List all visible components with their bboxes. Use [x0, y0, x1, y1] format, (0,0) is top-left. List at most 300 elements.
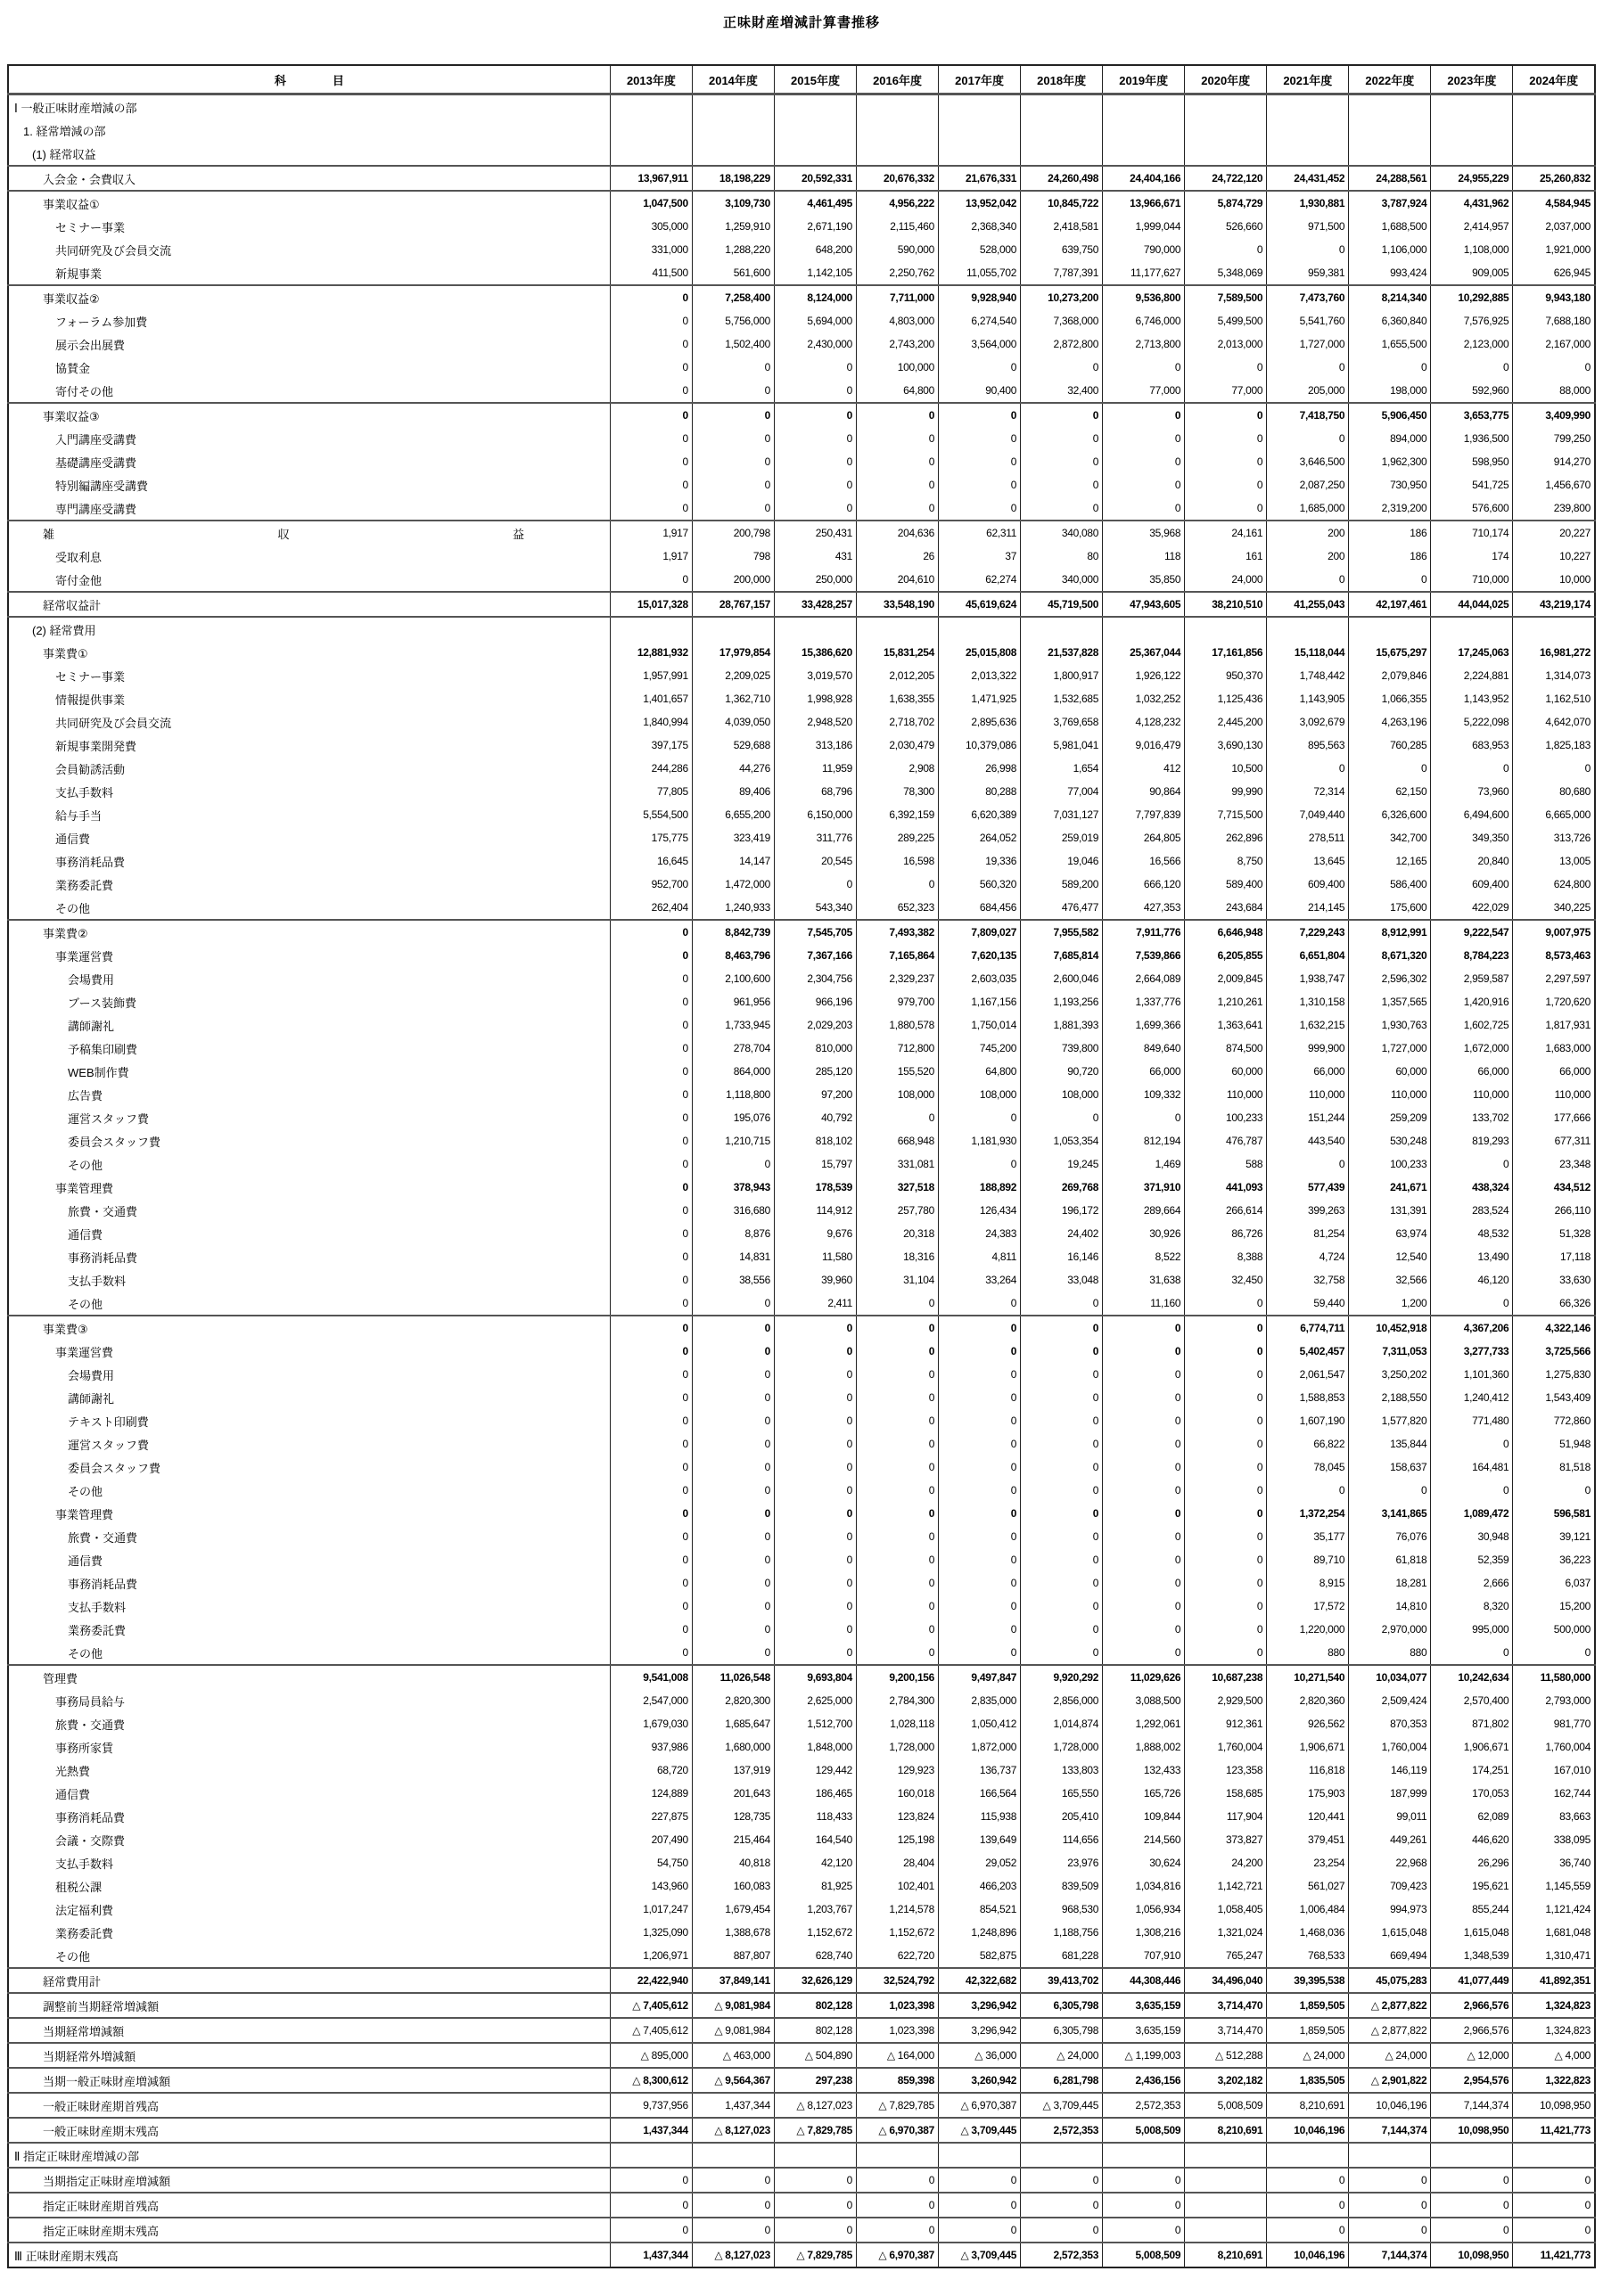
- row-label: 事務消耗品費: [8, 1245, 610, 1268]
- cell-value: 17,572: [1267, 1595, 1349, 1618]
- cell-value: 200,000: [692, 568, 774, 592]
- cell-value: 7,144,374: [1349, 2118, 1431, 2143]
- cell-value: 80,680: [1513, 780, 1595, 803]
- cell-value: 0: [610, 1363, 692, 1386]
- cell-value: △ 36,000: [939, 2043, 1021, 2068]
- cell-value: 0: [692, 356, 774, 379]
- cell-value: 1,472,000: [692, 873, 774, 896]
- cell-value: 666,120: [1103, 873, 1185, 896]
- row-label: (2) 経常費用: [8, 617, 610, 641]
- cell-value: 1,760,004: [1349, 1735, 1431, 1759]
- cell-value: 6,326,600: [1349, 803, 1431, 826]
- cell-value: 3,202,182: [1185, 2068, 1267, 2093]
- cell-value: 760,285: [1349, 734, 1431, 757]
- cell-value: [1185, 2193, 1267, 2218]
- row-label: 光熱費: [8, 1759, 610, 1782]
- cell-value: [1513, 142, 1595, 166]
- cell-value: [939, 2143, 1021, 2168]
- cell-value: 1,321,024: [1185, 1921, 1267, 1944]
- cell-value: 0: [692, 450, 774, 473]
- cell-value: 9,007,975: [1513, 920, 1595, 944]
- cell-value: 1,308,216: [1103, 1921, 1185, 1944]
- year-header: 2014年度: [692, 65, 774, 94]
- cell-value: 6,620,389: [939, 803, 1021, 826]
- row-label: 調整前当期経常増減額: [8, 1993, 610, 2018]
- cell-value: 3,409,990: [1513, 403, 1595, 427]
- cell-value: 13,952,042: [939, 191, 1021, 215]
- cell-value: 198,000: [1349, 379, 1431, 403]
- cell-value: 24,955,229: [1431, 166, 1513, 191]
- cell-value: 4,461,495: [774, 191, 856, 215]
- cell-value: 0: [939, 1525, 1021, 1548]
- cell-value: 2,319,200: [1349, 496, 1431, 521]
- row-label: 事業費①: [8, 641, 610, 664]
- cell-value: 6,281,798: [1021, 2068, 1103, 2093]
- cell-value: 0: [774, 1456, 856, 1479]
- table-row: [8, 166, 1595, 191]
- cell-value: [1021, 119, 1103, 142]
- table-row: [8, 1199, 1595, 1222]
- cell-value: 0: [774, 873, 856, 896]
- cell-value: 21,676,331: [939, 166, 1021, 191]
- cell-value: 59,440: [1267, 1292, 1349, 1316]
- cell-value: 0: [1021, 1618, 1103, 1641]
- cell-value: 0: [692, 2168, 774, 2193]
- cell-value: 10,500: [1185, 757, 1267, 780]
- cell-value: 0: [1021, 1292, 1103, 1316]
- cell-value: 0: [692, 1432, 774, 1456]
- cell-value: 20,840: [1431, 849, 1513, 873]
- cell-value: 143,960: [610, 1874, 692, 1898]
- cell-value: 110,000: [1513, 1083, 1595, 1106]
- row-label: 給与手当: [8, 803, 610, 826]
- cell-value: 16,645: [610, 849, 692, 873]
- cell-value: 80,288: [939, 780, 1021, 803]
- table-row: [8, 1222, 1595, 1245]
- cell-value: 1,050,412: [939, 1712, 1021, 1735]
- cell-value: 257,780: [857, 1199, 939, 1222]
- cell-value: 0: [1185, 1479, 1267, 1502]
- cell-value: 2,600,046: [1021, 967, 1103, 990]
- cell-value: [1349, 119, 1431, 142]
- cell-value: 684,456: [939, 896, 1021, 920]
- cell-value: 24,404,166: [1103, 166, 1185, 191]
- cell-value: 10,242,634: [1431, 1665, 1513, 1689]
- year-header: 2013年度: [610, 65, 692, 94]
- cell-value: 10,098,950: [1431, 2118, 1513, 2143]
- cell-value: 609,400: [1267, 873, 1349, 896]
- cell-value: [1431, 2143, 1513, 2168]
- cell-value: 0: [692, 379, 774, 403]
- cell-value: 0: [1103, 1409, 1185, 1432]
- table-row: [8, 1479, 1595, 1502]
- cell-value: △ 6,970,387: [857, 2243, 939, 2267]
- cell-value: 7,031,127: [1021, 803, 1103, 826]
- cell-value: 6,746,000: [1103, 309, 1185, 332]
- cell-value: 812,194: [1103, 1129, 1185, 1152]
- cell-value: △ 463,000: [692, 2043, 774, 2068]
- cell-value: 0: [774, 1386, 856, 1409]
- cell-value: [857, 617, 939, 641]
- cell-value: 0: [1103, 1316, 1185, 1340]
- cell-value: 45,075,283: [1349, 1968, 1431, 1993]
- cell-value: 0: [939, 1595, 1021, 1618]
- cell-value: 2,224,881: [1431, 664, 1513, 687]
- cell-value: 11,959: [774, 757, 856, 780]
- cell-value: 77,004: [1021, 780, 1103, 803]
- cell-value: 971,500: [1267, 215, 1349, 238]
- cell-value: 0: [939, 450, 1021, 473]
- cell-value: 283,524: [1431, 1199, 1513, 1222]
- cell-value: 0: [857, 1618, 939, 1641]
- cell-value: 0: [857, 2168, 939, 2193]
- cell-value: 26,998: [939, 757, 1021, 780]
- cell-value: 422,029: [1431, 896, 1513, 920]
- cell-value: 175,775: [610, 826, 692, 849]
- table-row: [8, 1968, 1595, 1993]
- table-row: [8, 1268, 1595, 1292]
- table-row: [8, 2193, 1595, 2218]
- cell-value: 378,943: [692, 1176, 774, 1199]
- cell-value: 1,401,657: [610, 687, 692, 710]
- cell-value: 10,046,196: [1349, 2093, 1431, 2118]
- cell-value: 0: [939, 496, 1021, 521]
- cell-value: 0: [610, 1268, 692, 1292]
- cell-value: 0: [1103, 1363, 1185, 1386]
- cell-value: 1,220,000: [1267, 1618, 1349, 1641]
- cell-value: 174,251: [1431, 1759, 1513, 1782]
- cell-value: 1,615,048: [1431, 1921, 1513, 1944]
- cell-value: 500,000: [1513, 1618, 1595, 1641]
- cell-value: 1,859,505: [1267, 2018, 1349, 2043]
- row-label: 運営スタッフ費: [8, 1106, 610, 1129]
- cell-value: 1,921,000: [1513, 238, 1595, 261]
- table-row: [8, 592, 1595, 617]
- cell-value: 441,093: [1185, 1176, 1267, 1199]
- row-label: 事業管理費: [8, 1502, 610, 1525]
- cell-value: 7,539,866: [1103, 944, 1185, 967]
- cell-value: 1,888,002: [1103, 1735, 1185, 1759]
- cell-value: 0: [610, 450, 692, 473]
- row-label: 経常収益計: [8, 592, 610, 617]
- cell-value: 0: [1349, 356, 1431, 379]
- cell-value: 11,026,548: [692, 1665, 774, 1689]
- cell-value: 31,104: [857, 1268, 939, 1292]
- cell-value: 0: [774, 2193, 856, 2218]
- table-row: [8, 1735, 1595, 1759]
- cell-value: 186,465: [774, 1782, 856, 1805]
- cell-value: 598,950: [1431, 450, 1513, 473]
- cell-value: 0: [939, 1432, 1021, 1456]
- cell-value: 42,197,461: [1349, 592, 1431, 617]
- year-header: 2022年度: [1349, 65, 1431, 94]
- cell-value: [1185, 2143, 1267, 2168]
- cell-value: 0: [774, 1618, 856, 1641]
- cell-value: 1,760,004: [1513, 1735, 1595, 1759]
- cell-value: 582,875: [939, 1944, 1021, 1968]
- cell-value: 0: [1185, 1641, 1267, 1665]
- table-row: [8, 757, 1595, 780]
- cell-value: 61,818: [1349, 1548, 1431, 1571]
- cell-value: 0: [1021, 1595, 1103, 1618]
- row-label: 業務委託費: [8, 1618, 610, 1641]
- cell-value: 588: [1185, 1152, 1267, 1176]
- cell-value: 0: [1431, 1292, 1513, 1316]
- cell-value: 937,986: [610, 1735, 692, 1759]
- table-row: [8, 496, 1595, 521]
- cell-value: [692, 119, 774, 142]
- cell-value: 1,248,896: [939, 1921, 1021, 1944]
- cell-value: 5,499,500: [1185, 309, 1267, 332]
- cell-value: 887,807: [692, 1944, 774, 1968]
- cell-value: 204,636: [857, 521, 939, 545]
- cell-value: 0: [610, 1245, 692, 1268]
- cell-value: 15,017,328: [610, 592, 692, 617]
- table-row: [8, 1571, 1595, 1595]
- cell-value: 2,079,846: [1349, 664, 1431, 687]
- cell-value: 1,275,830: [1513, 1363, 1595, 1386]
- cell-value: 1,106,000: [1349, 238, 1431, 261]
- cell-value: 46,120: [1431, 1268, 1513, 1292]
- cell-value: 32,626,129: [774, 1968, 856, 1993]
- cell-value: 32,566: [1349, 1268, 1431, 1292]
- cell-value: 41,892,351: [1513, 1968, 1595, 1993]
- cell-value: 709,423: [1349, 1874, 1431, 1898]
- cell-value: 48,532: [1431, 1222, 1513, 1245]
- cell-value: 2,037,000: [1513, 215, 1595, 238]
- cell-value: 5,906,450: [1349, 403, 1431, 427]
- cell-value: 0: [610, 1595, 692, 1618]
- cell-value: 8,214,340: [1349, 285, 1431, 309]
- cell-value: 0: [857, 496, 939, 521]
- cell-value: 264,052: [939, 826, 1021, 849]
- cell-value: 0: [1103, 1456, 1185, 1479]
- cell-value: 677,311: [1513, 1129, 1595, 1152]
- row-label: 事務所家賃: [8, 1735, 610, 1759]
- cell-value: 33,630: [1513, 1268, 1595, 1292]
- cell-value: 6,150,000: [774, 803, 856, 826]
- cell-value: 6,774,711: [1267, 1316, 1349, 1340]
- row-label: その他: [8, 1944, 610, 1968]
- cell-value: 0: [610, 332, 692, 356]
- cell-value: 2,625,000: [774, 1689, 856, 1712]
- row-label: 会場費用: [8, 1363, 610, 1386]
- row-label: 業務委託費: [8, 1921, 610, 1944]
- cell-value: 6,360,840: [1349, 309, 1431, 332]
- cell-value: 13,005: [1513, 849, 1595, 873]
- row-label: 会場費用: [8, 967, 610, 990]
- cell-value: 11,029,626: [1103, 1665, 1185, 1689]
- cell-value: 1,143,905: [1267, 687, 1349, 710]
- cell-value: △ 6,970,387: [857, 2118, 939, 2143]
- cell-value: 6,665,000: [1513, 803, 1595, 826]
- cell-value: 0: [939, 1502, 1021, 1525]
- cell-value: 0: [1021, 1525, 1103, 1548]
- cell-value: 8,522: [1103, 1245, 1185, 1268]
- cell-value: 7,620,135: [939, 944, 1021, 967]
- cell-value: 0: [857, 873, 939, 896]
- cell-value: 24,260,498: [1021, 166, 1103, 191]
- cell-value: 108,000: [1021, 1083, 1103, 1106]
- cell-value: 3,250,202: [1349, 1363, 1431, 1386]
- row-label: 支払手数料: [8, 780, 610, 803]
- cell-value: [1185, 94, 1267, 119]
- row-label: 協賛金: [8, 356, 610, 379]
- row-label: 当期経常外増減額: [8, 2043, 610, 2068]
- cell-value: 120,441: [1267, 1805, 1349, 1828]
- row-label: 委員会スタッフ費: [8, 1129, 610, 1152]
- cell-value: 2,718,702: [857, 710, 939, 734]
- cell-value: 5,874,729: [1185, 191, 1267, 215]
- cell-value: 0: [1021, 1386, 1103, 1409]
- cell-value: 6,651,804: [1267, 944, 1349, 967]
- cell-value: 1,032,252: [1103, 687, 1185, 710]
- cell-value: 0: [610, 2193, 692, 2218]
- cell-value: 1,101,360: [1431, 1363, 1513, 1386]
- cell-value: 9,737,956: [610, 2093, 692, 2118]
- cell-value: 12,165: [1349, 849, 1431, 873]
- cell-value: 1,930,881: [1267, 191, 1349, 215]
- table-row: [8, 1689, 1595, 1712]
- cell-value: △ 164,000: [857, 2043, 939, 2068]
- cell-value: 0: [1267, 757, 1349, 780]
- cell-value: 250,000: [774, 568, 856, 592]
- cell-value: 77,805: [610, 780, 692, 803]
- cell-value: 0: [774, 1571, 856, 1595]
- cell-value: 2,948,520: [774, 710, 856, 734]
- cell-value: 24,722,120: [1185, 166, 1267, 191]
- cell-value: 129,923: [857, 1759, 939, 1782]
- cell-value: 44,044,025: [1431, 592, 1513, 617]
- cell-value: 3,769,658: [1021, 710, 1103, 734]
- table-row: [8, 944, 1595, 967]
- cell-value: 13,490: [1431, 1245, 1513, 1268]
- cell-value: 24,383: [939, 1222, 1021, 1245]
- cell-value: 23,976: [1021, 1851, 1103, 1874]
- cell-value: 4,584,945: [1513, 191, 1595, 215]
- cell-value: 6,655,200: [692, 803, 774, 826]
- cell-value: 39,121: [1513, 1525, 1595, 1548]
- cell-value: 15,797: [774, 1152, 856, 1176]
- cell-value: 7,787,391: [1021, 261, 1103, 285]
- table-row: [8, 617, 1595, 641]
- table-row: [8, 1363, 1595, 1386]
- cell-value: 178,539: [774, 1176, 856, 1199]
- table-row: [8, 2093, 1595, 2118]
- table-row: [8, 780, 1595, 803]
- cell-value: 0: [610, 2218, 692, 2243]
- cell-value: 2,572,353: [1021, 2243, 1103, 2267]
- cell-value: 1,679,030: [610, 1712, 692, 1735]
- cell-value: 849,640: [1103, 1037, 1185, 1060]
- cell-value: 114,912: [774, 1199, 856, 1222]
- cell-value: 1,200: [1349, 1292, 1431, 1316]
- cell-value: 0: [1103, 356, 1185, 379]
- cell-value: 1,437,344: [610, 2243, 692, 2267]
- cell-value: △ 24,000: [1349, 2043, 1431, 2068]
- row-label: 通信費: [8, 826, 610, 849]
- cell-value: 33,264: [939, 1268, 1021, 1292]
- cell-value: 102,401: [857, 1874, 939, 1898]
- cell-value: 0: [774, 496, 856, 521]
- cell-value: 17,245,063: [1431, 641, 1513, 664]
- cell-value: 0: [1103, 473, 1185, 496]
- cell-value: 0: [1431, 2218, 1513, 2243]
- row-label: 事業費②: [8, 920, 610, 944]
- cell-value: 2,436,156: [1103, 2068, 1185, 2093]
- cell-value: 12,540: [1349, 1245, 1431, 1268]
- cell-value: 745,200: [939, 1037, 1021, 1060]
- cell-value: 950,370: [1185, 664, 1267, 687]
- cell-value: [1349, 94, 1431, 119]
- cell-value: 214,145: [1267, 896, 1349, 920]
- cell-value: [610, 142, 692, 166]
- cell-value: 0: [939, 1618, 1021, 1641]
- cell-value: 0: [857, 450, 939, 473]
- cell-value: 0: [857, 1571, 939, 1595]
- table-row: [8, 1618, 1595, 1641]
- cell-value: 1,835,505: [1267, 2068, 1349, 2093]
- cell-value: 0: [1185, 403, 1267, 427]
- cell-value: 90,400: [939, 379, 1021, 403]
- cell-value: 0: [1185, 427, 1267, 450]
- table-row: [8, 873, 1595, 896]
- cell-value: 1,437,344: [610, 2118, 692, 2143]
- cell-value: 3,787,924: [1349, 191, 1431, 215]
- cell-value: 313,186: [774, 734, 856, 757]
- row-label: 寄付その他: [8, 379, 610, 403]
- cell-value: 331,081: [857, 1152, 939, 1176]
- cell-value: 0: [857, 2193, 939, 2218]
- cell-value: 1,210,715: [692, 1129, 774, 1152]
- table-body: [8, 94, 1595, 2268]
- cell-value: 38,210,510: [1185, 592, 1267, 617]
- cell-value: 0: [857, 1363, 939, 1386]
- table-row: [8, 119, 1595, 142]
- cell-value: 0: [939, 473, 1021, 496]
- cell-value: 20,676,332: [857, 166, 939, 191]
- cell-value: 3,109,730: [692, 191, 774, 215]
- row-label: [8, 521, 610, 545]
- cell-value: 60,000: [1185, 1060, 1267, 1083]
- cell-value: 399,263: [1267, 1199, 1349, 1222]
- cell-value: 1,685,000: [1267, 496, 1349, 521]
- cell-value: 434,512: [1513, 1176, 1595, 1199]
- cell-value: 1,848,000: [774, 1735, 856, 1759]
- cell-value: [610, 617, 692, 641]
- table-row: [8, 1898, 1595, 1921]
- cell-value: 4,263,196: [1349, 710, 1431, 734]
- cell-value: 1,930,763: [1349, 1013, 1431, 1037]
- cell-value: 289,664: [1103, 1199, 1185, 1222]
- cell-value: △ 24,000: [1021, 2043, 1103, 2068]
- header-row: [8, 65, 1595, 94]
- cell-value: 0: [1021, 1316, 1103, 1340]
- cell-value: 3,653,775: [1431, 403, 1513, 427]
- cell-value: 0: [1267, 1479, 1349, 1502]
- cell-value: 77,000: [1185, 379, 1267, 403]
- cell-value: 874,500: [1185, 1037, 1267, 1060]
- cell-value: △ 2,901,822: [1349, 2068, 1431, 2093]
- cell-value: [1185, 617, 1267, 641]
- row-label: 共同研究及び会員交流: [8, 238, 610, 261]
- cell-value: 2,012,205: [857, 664, 939, 687]
- cell-value: 35,850: [1103, 568, 1185, 592]
- cell-value: 170,053: [1431, 1782, 1513, 1805]
- cell-value: 0: [939, 427, 1021, 450]
- cell-value: 0: [1185, 1432, 1267, 1456]
- row-label: 当期指定正味財産増減額: [8, 2168, 610, 2193]
